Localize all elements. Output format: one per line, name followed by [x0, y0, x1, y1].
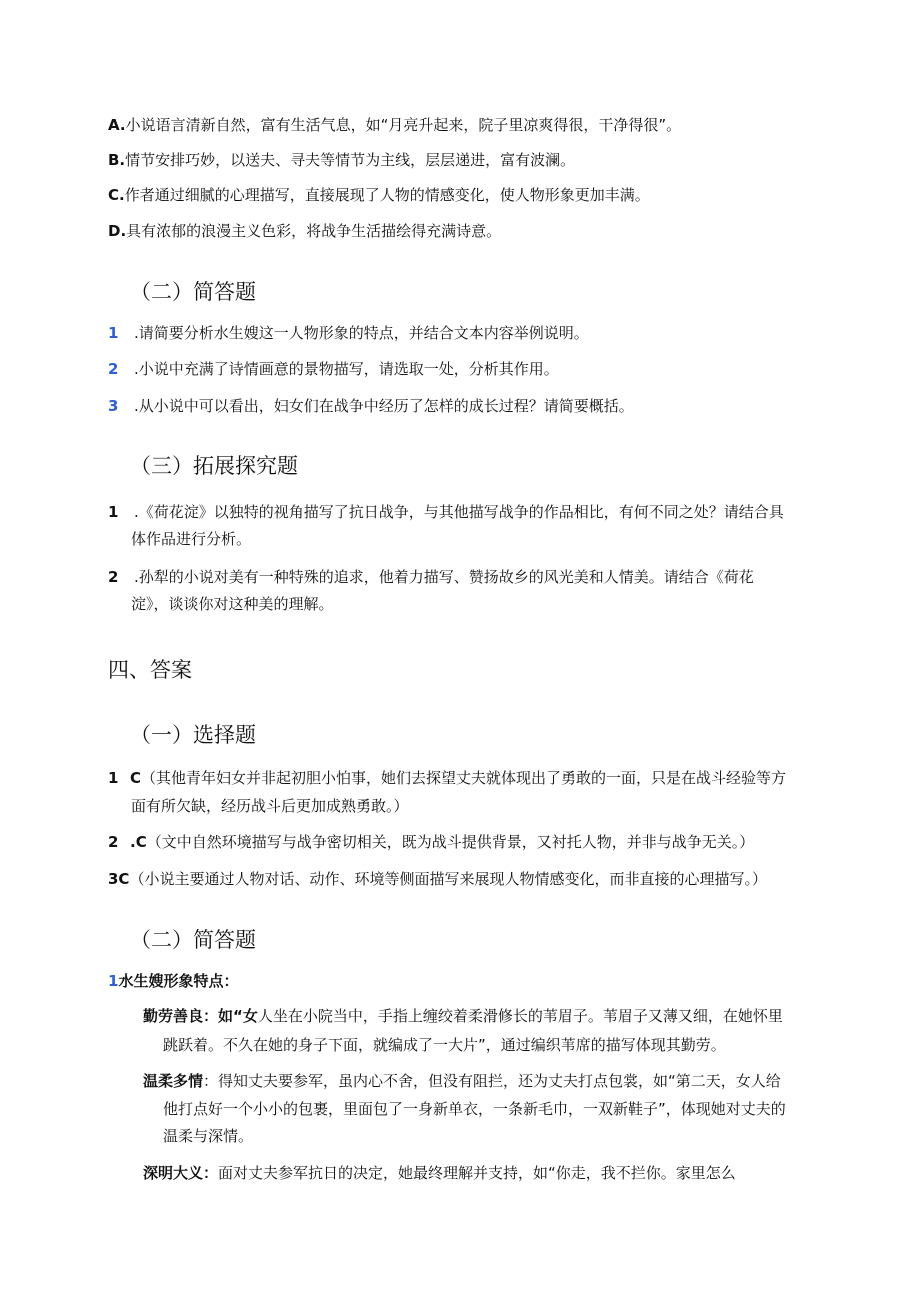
answer-number: 1: [108, 972, 119, 990]
option-c: [108, 185, 650, 205]
trait-text: 面对丈夫参军抗日的决定，她最终理解并支持，如“你走，我不拦你。家里怎么: [218, 1164, 736, 1182]
answer-short-1-title: [108, 971, 238, 991]
answer-title: 水生嫂形象特点：: [118, 972, 239, 990]
question-number: 1: [108, 503, 119, 521]
question-text: .请简要分析水生嫂这一人物形象的特点，并结合文本内容举例说明。: [134, 324, 589, 342]
option-letter: A.: [108, 116, 126, 134]
extension-question-1: [108, 502, 784, 522]
answer-number: 3C: [108, 870, 130, 888]
answer-explanation: （小说主要通过人物对话、动作、环境等侧面描写来展现人物情感变化，而非直接的心理描写。）: [129, 870, 767, 888]
trait-hardworking: [143, 1006, 783, 1026]
short-question-1: [108, 323, 589, 343]
option-text: 情节安排巧妙，以送夫、寻夫等情节为主线，层层递进，富有波澜。: [125, 151, 576, 169]
answers-heading: 四、答案: [108, 658, 192, 682]
answer-choice-1-continued: 面有所欠缺，经历战斗后更加成熟勇敢。）: [131, 797, 409, 815]
option-a: [108, 115, 681, 135]
option-text: 具有浓郁的浪漫主义色彩，将战争生活描绘得充满诗意。: [126, 222, 502, 240]
question-number: 3: [108, 397, 119, 415]
answer-choice-1: [108, 768, 786, 788]
answer-number: 1: [108, 769, 119, 787]
answer-choice-3: [108, 869, 767, 889]
answer-explanation: （文中自然环境描写与战争密切相关，既为战斗提供背景，又衬托人物，并非与战争无关。）: [146, 833, 755, 851]
option-letter: B.: [108, 151, 126, 169]
question-text: .《荷花淀》以独特的视角描写了抗日战争，与其他描写战争的作品相比，有何不同之处？请结合具: [134, 503, 784, 521]
answer-letter: C: [130, 769, 142, 787]
question-text: .孙犁的小说对美有一种特殊的追求，他着力描写、赞扬故乡的风光美和人情美。请结合《荷花: [134, 568, 754, 586]
trait-hardworking-continued: 跳跃着。不久在她的身子下面，就编成了一大片”，通过编织苇席的描写体现其勤劳。: [163, 1036, 726, 1054]
answers-short-heading: （二）简答题: [130, 928, 256, 952]
question-number: 2: [108, 568, 119, 586]
trait-gentle-continued-1: 他打点好一个小小的包裹，里面包了一身新单衣，一条新毛巾，一双新鞋子”，体现她对丈夫的: [163, 1100, 786, 1118]
section-heading-extension: （三）拓展探究题: [130, 454, 298, 478]
trait-label: 深明大义：: [143, 1164, 219, 1182]
answer-number: 2: [108, 833, 119, 851]
answer-choice-2: [108, 832, 754, 852]
answer-letter: .C: [130, 833, 147, 851]
question-number: 1: [108, 324, 119, 342]
question-text: .从小说中可以看出，妇女们在战争中经历了怎样的成长过程？请简要概括。: [134, 397, 634, 415]
trait-label: 温柔多情: [143, 1072, 204, 1090]
trait-label: 勤劳善良：: [143, 1007, 219, 1025]
option-d: [108, 221, 501, 241]
trait-righteous: [143, 1163, 736, 1183]
extension-question-2-continued: 淀》，谈谈你对这种美的理解。: [131, 595, 334, 613]
trait-gentle-continued-2: 温柔与深情。: [163, 1127, 254, 1145]
option-letter: C.: [108, 186, 125, 204]
trait-text: 人坐在小院当中，手指上缠绞着柔滑修长的苇眉子。苇眉子又薄又细，在她怀里: [257, 1007, 783, 1025]
short-question-3: [108, 396, 634, 416]
section-heading-short-answer: （二）简答题: [130, 280, 256, 304]
option-text: 作者通过细腻的心理描写，直接展现了人物的情感变化，使人物形象更加丰满。: [124, 186, 650, 204]
answer-explanation: （其他青年妇女并非起初胆小怕事，她们去探望丈夫就体现出了勇敢的一面，只是在战斗经验等方: [141, 769, 787, 787]
trait-gentle: [143, 1071, 781, 1091]
question-text: .小说中充满了诗情画意的景物描写，请选取一处，分析其作用。: [134, 360, 559, 378]
extension-question-1-continued: 体作品进行分析。: [131, 530, 252, 548]
option-text: 小说语言清新自然，富有生活气息，如“月亮升起来，院子里凉爽得很，干净得很”。: [125, 116, 682, 134]
option-letter: D.: [108, 222, 127, 240]
extension-question-2: [108, 567, 754, 587]
trait-text: ：得知丈夫要参军，虽内心不舍，但没有阻拦，还为丈夫打点包裳，如“第二天，女人给: [203, 1072, 781, 1090]
trait-quote-lead: 如“女: [218, 1007, 258, 1025]
question-number: 2: [108, 360, 119, 378]
answers-choice-heading: （一）选择题: [130, 723, 256, 747]
short-question-2: [108, 359, 559, 379]
option-b: [108, 150, 575, 170]
